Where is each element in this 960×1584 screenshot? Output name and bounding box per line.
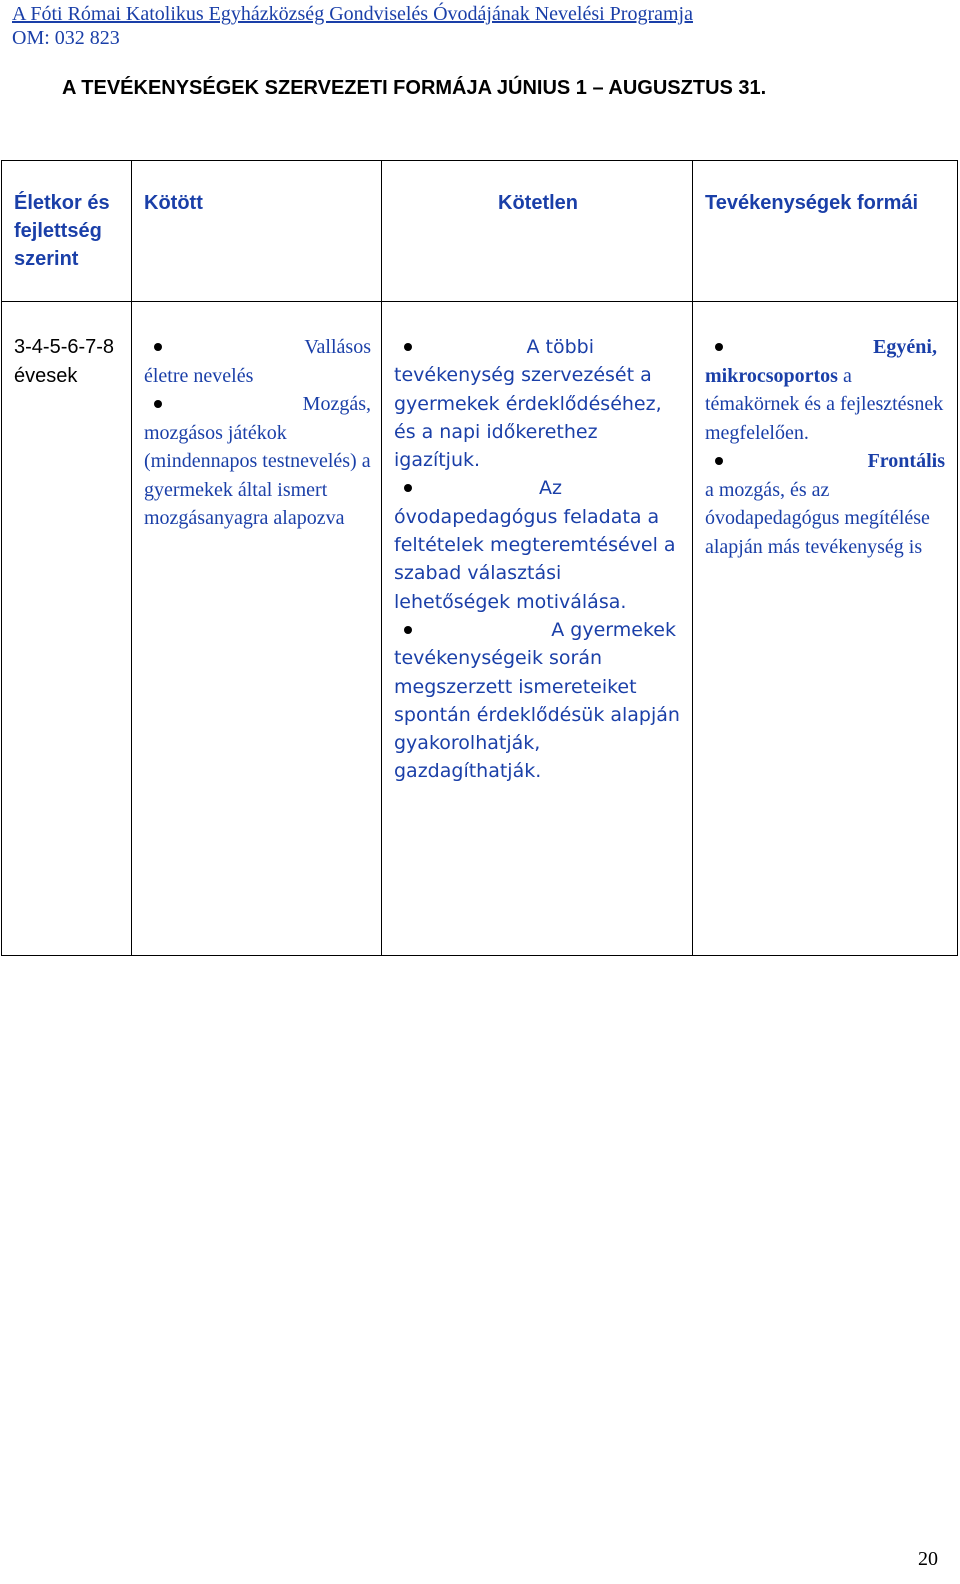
item-lead: Mozgás, — [302, 393, 371, 415]
document-title: A TEVÉKENYSÉGEK SZERVEZETI FORMÁJA JÚNIUS 1 – AUGUSZTUS 31. — [62, 77, 767, 99]
bullet-icon — [404, 626, 412, 634]
item-lead: Az — [539, 477, 562, 500]
page-number: 20 — [918, 1548, 938, 1570]
item-text: tevékenységeik során megszerzett ismereteiket spontán érdeklődésük alapján gyakorolhatják, gazdagíthatják. — [394, 647, 680, 783]
column-header-age: Életkor és fejlettség szerint — [2, 161, 132, 302]
item-text: életre nevelés — [144, 364, 254, 387]
column-header-kotetlen: Kötetlen — [382, 161, 693, 302]
om-code: OM: 032 823 — [12, 27, 120, 49]
bullet-icon — [404, 343, 412, 351]
list-item — [705, 333, 947, 447]
item-lead: A gyermekek — [551, 618, 676, 641]
activities-table — [1, 160, 958, 956]
item-text: óvodapedagógus feladata a feltételek megteremtésével a szabad választási lehetőségek motiválása. — [394, 505, 676, 613]
bullet-icon — [715, 343, 723, 351]
list-item — [144, 333, 371, 390]
item-text: tevékenység szervezését a gyermekek érdeklődéséhez, és a napi időkerethez igazítjuk. — [394, 364, 662, 472]
list-item — [394, 616, 682, 786]
list-item — [144, 390, 371, 533]
kotott-cell — [132, 302, 382, 956]
bullet-icon — [154, 343, 162, 351]
item-bold-text: mikrocsoportos — [705, 364, 838, 387]
bullet-icon — [154, 400, 162, 408]
column-header-kotott: Kötött — [132, 161, 382, 302]
item-text: a mozgás, és az óvodapedagógus megítélése alapján más tevékenység is — [705, 478, 930, 558]
formak-cell — [693, 302, 958, 956]
item-lead: A többi — [526, 336, 594, 358]
item-lead: Egyéni, — [873, 336, 937, 358]
kotetlen-cell — [382, 302, 693, 956]
item-text: a témakörnek és a fejlesztésnek megfelelően. — [705, 364, 944, 444]
column-header-formak: Tevékenységek formái — [693, 161, 958, 302]
age-cell: 3-4-5-6-7-8 évesek — [2, 302, 132, 956]
table-header-row — [2, 161, 958, 302]
item-text: mozgásos játékok (mindennapos testnevelés) a gyermekek által ismert mozgásanyagra alapozva — [144, 421, 371, 529]
program-title: A Fóti Római Katolikus Egyházközség Gondviselés Óvodájának Nevelési Programja — [12, 3, 693, 25]
list-item — [394, 333, 682, 474]
list-item — [705, 447, 947, 561]
bullet-icon — [404, 484, 412, 492]
item-lead: Frontális — [867, 450, 945, 472]
table-row — [2, 302, 958, 956]
list-item — [394, 474, 682, 615]
item-lead: Vallásos — [304, 336, 371, 358]
bullet-icon — [715, 457, 723, 465]
